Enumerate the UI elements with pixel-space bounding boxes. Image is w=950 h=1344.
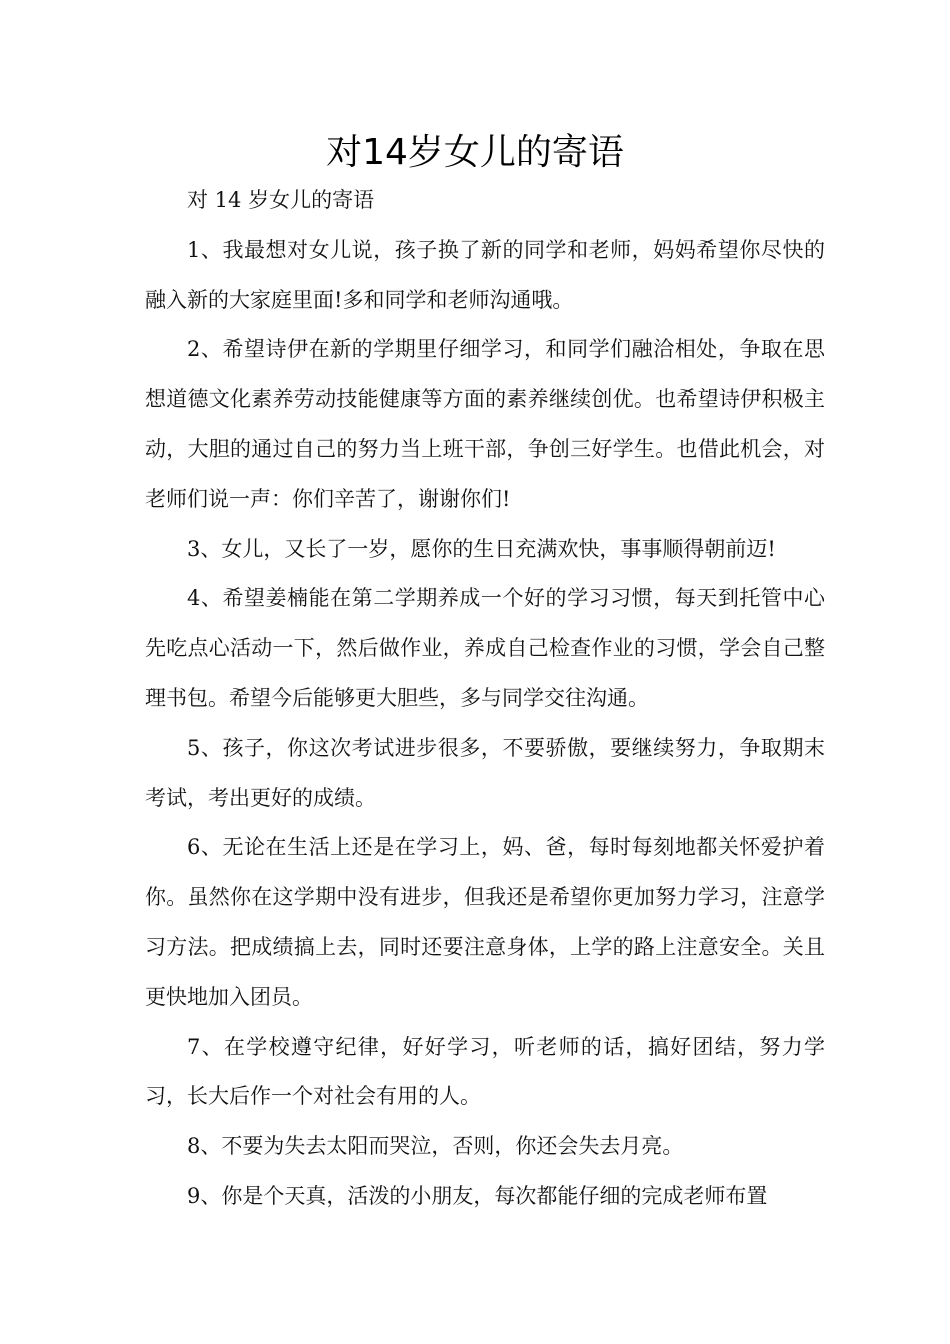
document-body	[145, 176, 825, 1222]
paragraph-3: 3、女儿，又长了一岁，愿你的生日充满欢快，事事顺得朝前迈!	[187, 536, 776, 561]
paragraph-2: 2、希望诗伊在新的学期里仔细学习，和同学们融洽相处，争取在思想道德文化素养劳动技能健康等方面的素养继续创优。也希望诗伊积极主动，大胆的通过自己的努力当上班干部，争创三好学生。也借此机会，对老师们说一声：你们辛苦了，谢谢你们!	[145, 337, 825, 511]
paragraph-4: 4、希望姜楠能在第二学期养成一个好的学习习惯，每天到托管中心先吃点心活动一下，然后做作业，养成自己检查作业的习惯，学会自己整理书包。希望今后能够更大胆些，多与同学交往沟通。	[145, 586, 825, 710]
paragraph-9: 9、你是个天真，活泼的小朋友，每次都能仔细的完成老师布置	[187, 1183, 768, 1208]
paragraph-7: 7、在学校遵守纪律，好好学习，听老师的话，搞好团结，努力学习，长大后作一个对社会有用的人。	[145, 1034, 825, 1109]
paragraph-5: 5、孩子，你这次考试进步很多，不要骄傲，要继续努力，争取期末考试，考出更好的成绩。	[145, 735, 825, 810]
paragraph-1: 1、我最想对女儿说，孩子换了新的同学和老师，妈妈希望你尽快的融入新的大家庭里面!多和同学和老师沟通哦。	[145, 237, 825, 312]
paragraph-8: 8、不要为失去太阳而哭泣，否则，你还会失去月亮。	[187, 1134, 684, 1159]
subtitle-paragraph: 对 14 岁女儿的寄语	[187, 188, 375, 212]
document-title: 对14岁女儿的寄语	[326, 132, 624, 173]
paragraph-6: 6、无论在生活上还是在学习上，妈、爸，每时每刻地都关怀爱护着你。虽然你在这学期中没有进步，但我还是希望你更加努力学习，注意学习方法。把成绩搞上去，同时还要注意身体，上学的路上注意安全。关且更快地加入团员。	[145, 835, 825, 1009]
